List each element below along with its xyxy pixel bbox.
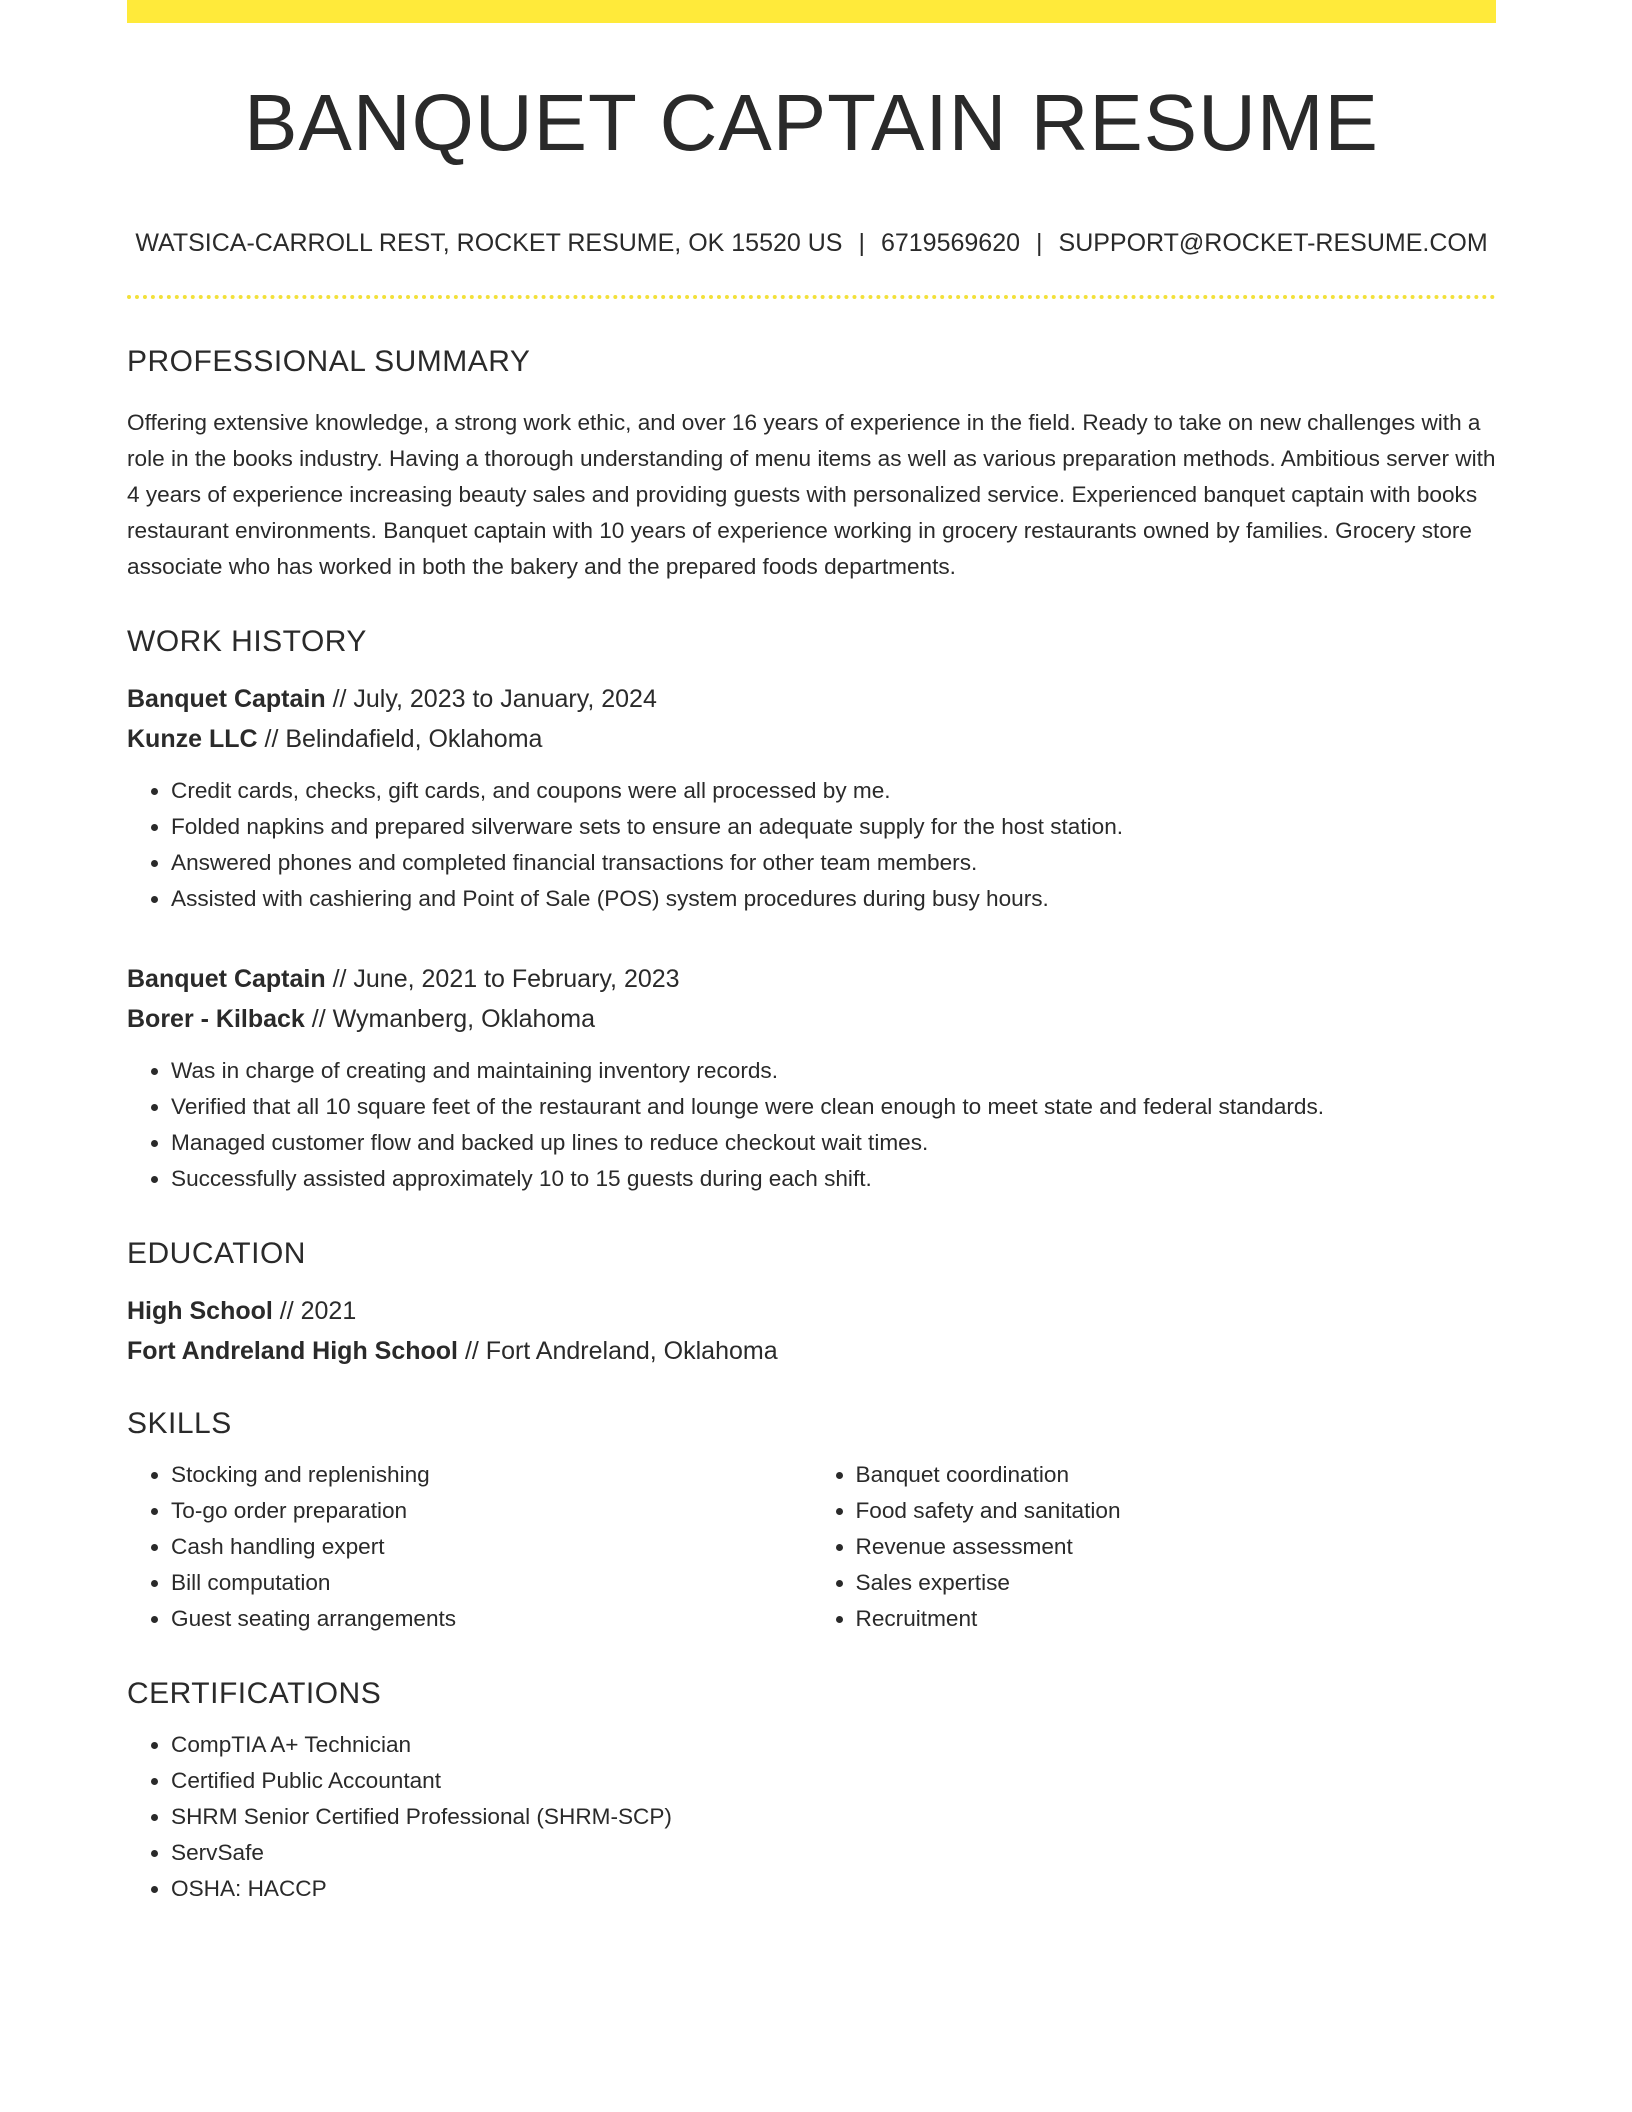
section-heading-summary: PROFESSIONAL SUMMARY [127, 345, 531, 378]
contact-phone: 6719569620 [880, 229, 1021, 257]
list-item: • Assisted with cashiering and Point of Sale (POS) system procedures during busy hours. [171, 881, 1496, 917]
list-item: • Credit cards, checks, gift cards, and coupons were all processed by me. [171, 773, 1496, 809]
job-title: Banquet Captain [127, 965, 326, 993]
job-bullets [127, 773, 1496, 917]
summary-text: Offering extensive knowledge, a strong work ethic, and over 16 years of experience in the field. Ready to take on new challenges with a role in the books industry. Having a thorough understanding of menu items as well as various preparation methods. Ambitious server with 4 years of experience increasing beauty sales and providing guests with personalized service. Experienced banquet captain with books restaurant environments. Banquet captain with 10 years of experience working in grocery restaurants owned by families. Grocery store associate who has worked in both the bakery and the prepared foods departments. [127, 410, 1496, 579]
job-company-line [127, 999, 1496, 1039]
job-entry [127, 679, 1496, 917]
job-dates: // July, 2023 to January, 2024 [325, 685, 657, 713]
education-location: // Fort Andreland, Oklahoma [458, 1337, 778, 1365]
education-degree: High School [127, 1297, 273, 1325]
job-entry [127, 959, 1496, 1197]
list-item: • Revenue assessment [856, 1529, 1497, 1565]
education-entry [127, 1291, 1496, 1371]
page-title: BANQUET CAPTAIN RESUME [244, 78, 1379, 167]
skills-grid [127, 1457, 1496, 1637]
list-item: • Stocking and replenishing [171, 1457, 812, 1493]
list-item: • Cash handling expert [171, 1529, 812, 1565]
list-item: • ServSafe [171, 1835, 1496, 1871]
list-item: • SHRM Senior Certified Professional (SHRM-SCP) [171, 1799, 1496, 1835]
education-school: Fort Andreland High School [127, 1337, 459, 1365]
dotted-divider [127, 295, 1496, 299]
list-item: • Successfully assisted approximately 10 to 15 guests during each shift. [171, 1161, 1496, 1197]
list-item: • Recruitment [856, 1601, 1497, 1637]
job-title: Banquet Captain [127, 685, 326, 713]
job-company: Kunze LLC [127, 725, 258, 753]
job-company-line [127, 719, 1496, 759]
education-degree-line [127, 1291, 1496, 1331]
contact-email: SUPPORT@ROCKET-RESUME.COM [1058, 229, 1488, 257]
list-item: • Guest seating arrangements [171, 1601, 812, 1637]
skills-left-column [127, 1457, 812, 1637]
contact-line [127, 229, 1496, 258]
skills-right-column [812, 1457, 1497, 1637]
list-item: • Sales expertise [856, 1565, 1497, 1601]
list-item: • Folded napkins and prepared silverware sets to ensure an adequate supply for the host station. [171, 809, 1496, 845]
list-item: • Managed customer flow and backed up lines to reduce checkout wait times. [171, 1125, 1496, 1161]
education-school-line [127, 1331, 1496, 1371]
list-item: • To-go order preparation [171, 1493, 812, 1529]
section-heading-skills: SKILLS [127, 1407, 232, 1440]
job-title-line [127, 959, 1496, 999]
list-item: • Verified that all 10 square feet of the restaurant and lounge were clean enough to meet state and federal standards. [171, 1089, 1496, 1125]
list-item: • Was in charge of creating and maintaining inventory records. [171, 1053, 1496, 1089]
contact-separator: | [1036, 229, 1043, 257]
list-item: • Certified Public Accountant [171, 1763, 1496, 1799]
contact-separator: | [858, 229, 865, 257]
education-year: // 2021 [272, 1297, 357, 1325]
section-heading-certifications: CERTIFICATIONS [127, 1677, 382, 1710]
job-location: // Wymanberg, Oklahoma [304, 1005, 596, 1033]
list-item: • CompTIA A+ Technician [171, 1727, 1496, 1763]
section-heading-education: EDUCATION [127, 1237, 306, 1270]
contact-address: WATSICA-CARROLL REST, ROCKET RESUME, OK 15520 US [135, 229, 843, 257]
section-heading-work: WORK HISTORY [127, 625, 367, 658]
job-dates: // June, 2021 to February, 2023 [325, 965, 680, 993]
list-item: • Answered phones and completed financial transactions for other team members. [171, 845, 1496, 881]
accent-top-bar [127, 0, 1496, 23]
job-location: // Belindafield, Oklahoma [257, 725, 543, 753]
certifications-list [127, 1727, 1496, 1907]
job-company: Borer - Kilback [127, 1005, 305, 1033]
job-bullets [127, 1053, 1496, 1197]
list-item: • OSHA: HACCP [171, 1871, 1496, 1907]
resume-page [127, 0, 1496, 1907]
list-item: • Food safety and sanitation [856, 1493, 1497, 1529]
list-item: • Bill computation [171, 1565, 812, 1601]
list-item: • Banquet coordination [856, 1457, 1497, 1493]
job-title-line [127, 679, 1496, 719]
